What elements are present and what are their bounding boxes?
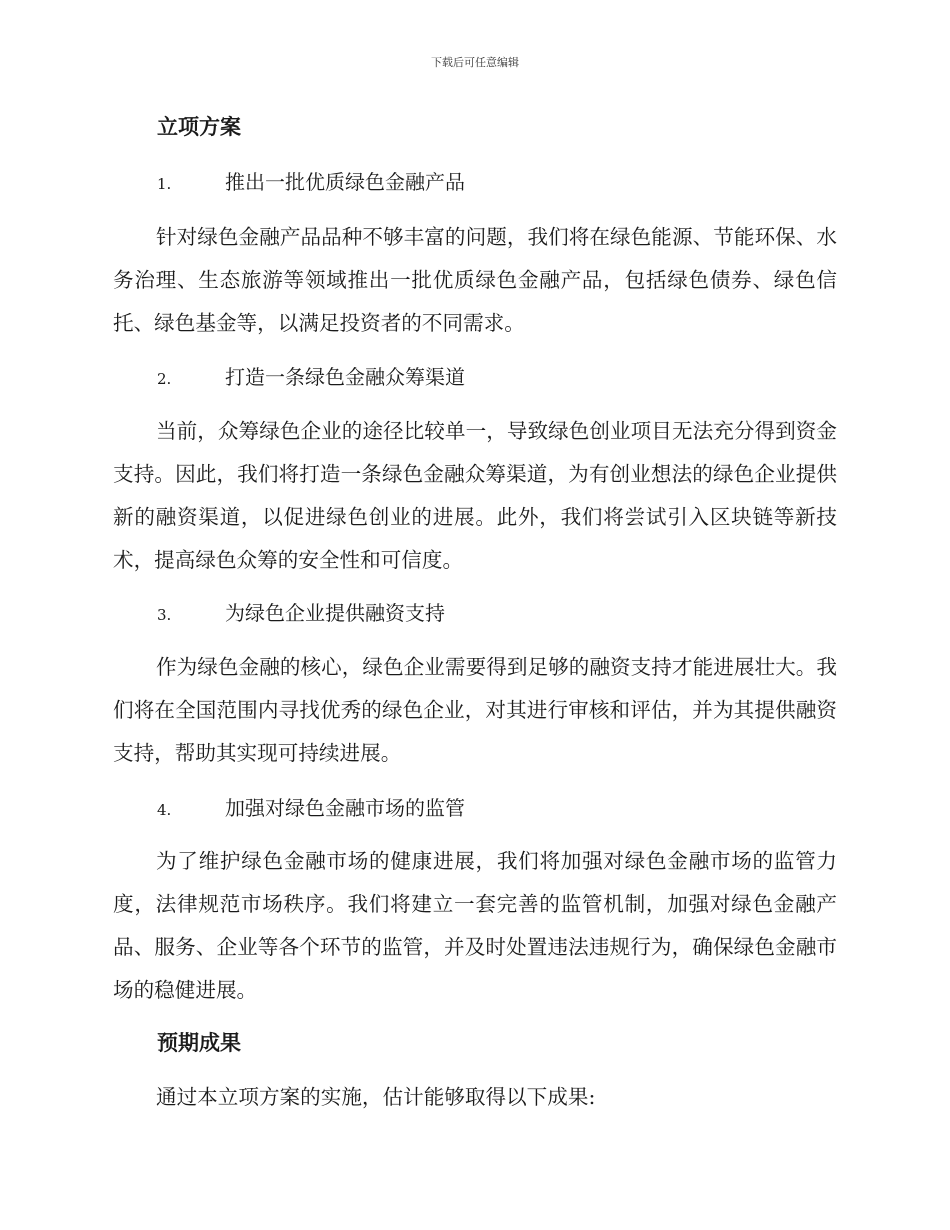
list-item-3: [157, 598, 445, 630]
item-title: 推出一批优质绿色金融产品: [225, 170, 465, 194]
list-item-4: [157, 793, 465, 825]
item-number: 1.: [157, 175, 172, 193]
page-header-note: 下载后可任意编辑: [431, 56, 519, 69]
item-title: 打造一条绿色金融众筹渠道: [225, 365, 465, 389]
item-number: 3.: [157, 606, 172, 624]
item-title: 为绿色企业提供融资支持: [225, 601, 445, 625]
item-title: 加强对绿色金融市场的监管: [225, 796, 465, 820]
section-title-plan: 立项方案: [157, 114, 241, 139]
paragraph-3: 作为绿色金融的核心，绿色企业需要得到足够的融资支持才能进展壮大。我们将在全国范围内寻找优秀的绿色企业，对其进行审核和评估，并为其提供融资支持，帮助其实现可持续进展。: [113, 655, 837, 765]
list-item-2: [157, 362, 465, 394]
item-number: 4.: [157, 801, 172, 819]
paragraph-4: 为了维护绿色金融市场的健康进展，我们将加强对绿色金融市场的监管力度，法律规范市场秩序。我们将建立一套完善的监管机制，加强对绿色金融产品、服务、企业等各个环节的监管，并及时处置违法违规行为，确保绿色金融市场的稳健进展。: [113, 849, 837, 1002]
paragraph-results-intro: 通过本立项方案的实施，估计能够取得以下成果:: [156, 1085, 596, 1109]
paragraph-2: 当前，众筹绿色企业的途径比较单一，导致绿色创业项目无法充分得到资金支持。因此，我们将打造一条绿色金融众筹渠道，为有创业想法的绿色企业提供新的融资渠道，以促进绿色创业的进展。此外，我们将尝试引入区块链等新技术，提高绿色众筹的安全性和可信度。: [113, 419, 837, 572]
item-number: 2.: [157, 370, 172, 388]
paragraph-1: 针对绿色金融产品品种不够丰富的问题，我们将在绿色能源、节能环保、水务治理、生态旅游等领域推出一批优质绿色金融产品，包括绿色债券、绿色信托、绿色基金等，以满足投资者的不同需求。: [113, 225, 837, 335]
section-title-results: 预期成果: [157, 1030, 241, 1055]
list-item-1: [157, 167, 465, 199]
